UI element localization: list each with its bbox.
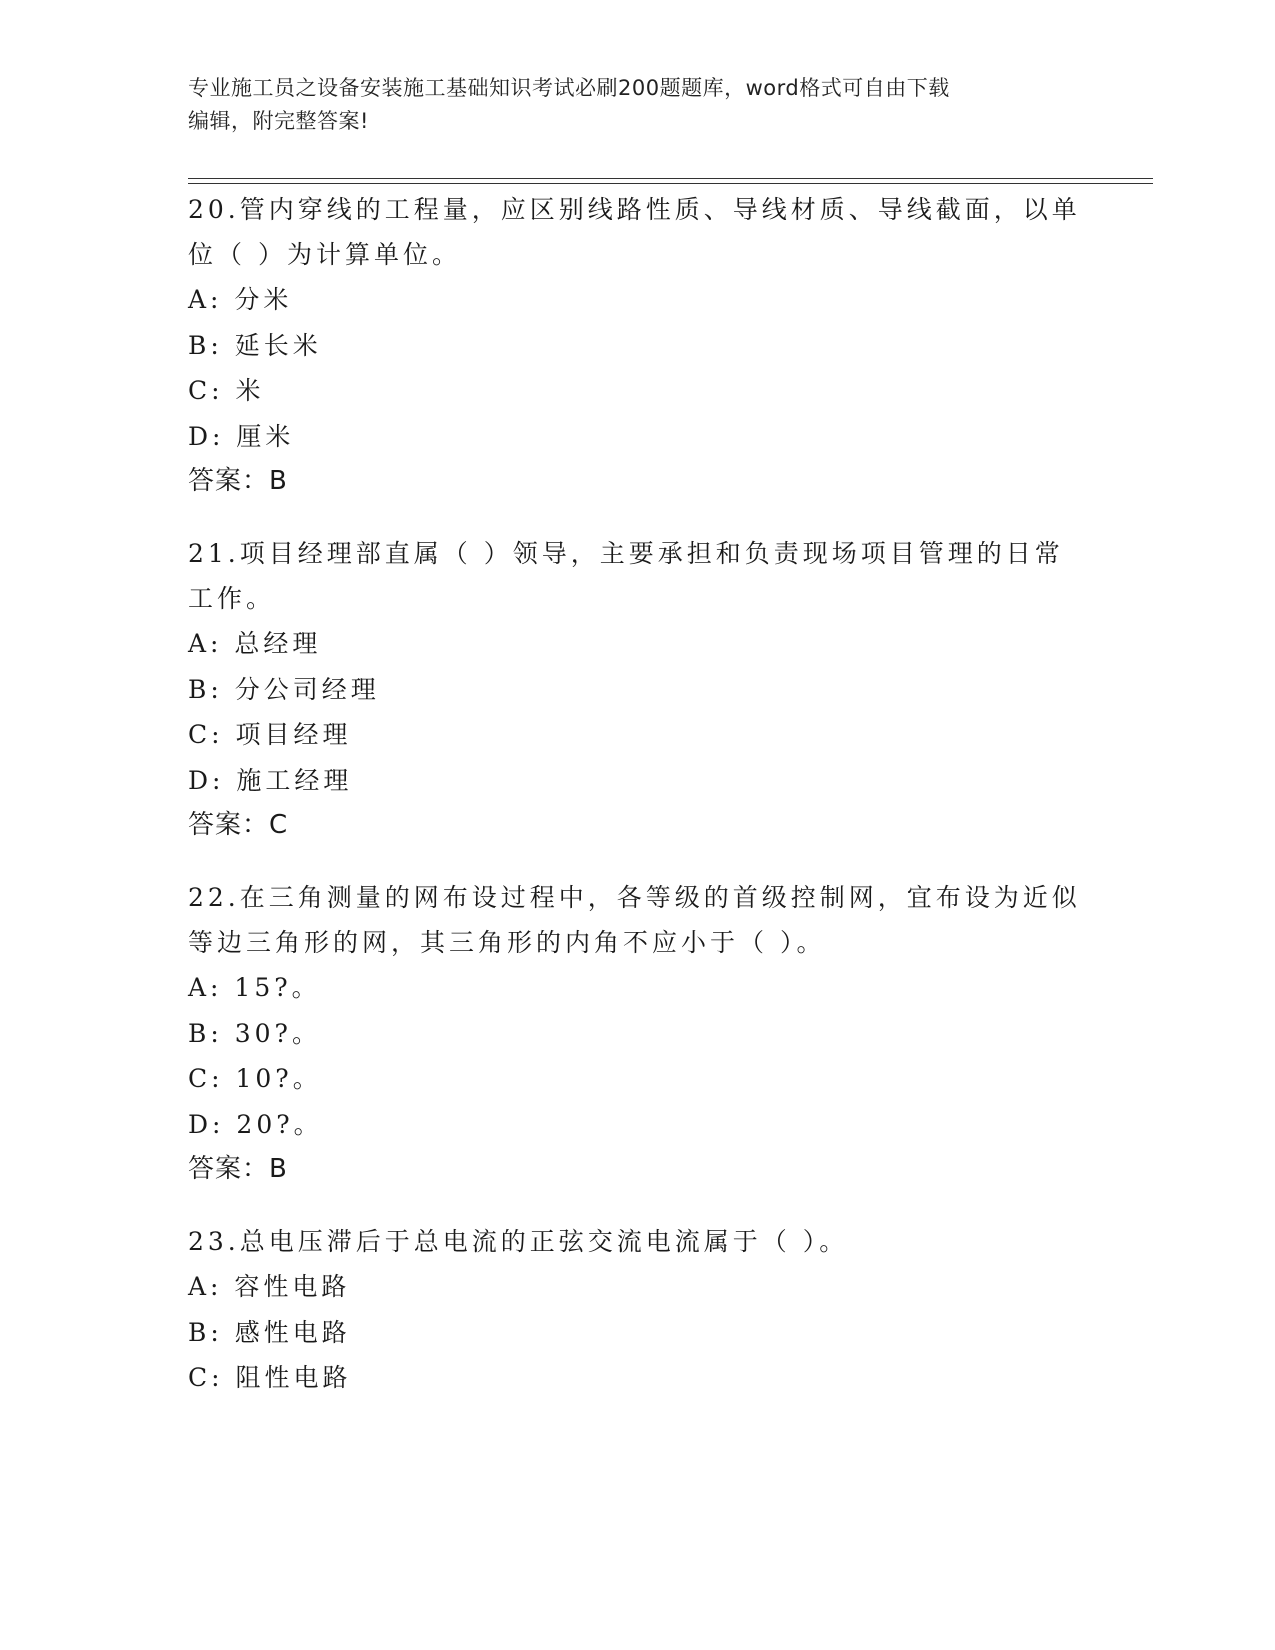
answer-line: 答案：B [188, 1154, 288, 1184]
question-20 [188, 187, 1088, 503]
option-c: C: 阻性电路 [188, 1363, 352, 1392]
question-23 [188, 1219, 1088, 1401]
question-21 [188, 531, 1088, 847]
answer-line: 答案：C [188, 810, 289, 840]
question-22 [188, 875, 1088, 1191]
option-a: A: 容性电路 [188, 1272, 351, 1301]
question-stem-line-2: 工作。 [188, 584, 276, 613]
question-stem-line-1: 20.管内穿线的工程量，应区别线路性质、导线材质、导线截面，以单 [188, 195, 1081, 224]
question-stem-line-2: 位（ ）为计算单位。 [188, 240, 461, 269]
option-b: B: 延长米 [188, 330, 322, 360]
question-stem [188, 531, 1088, 621]
option-c: C: 项目经理 [188, 720, 352, 749]
question-stem-line-2: 等边三角形的网，其三角形的内角不应小于（ ）。 [188, 928, 826, 957]
question-stem [188, 875, 1088, 965]
option-b: B: 感性电路 [188, 1317, 351, 1347]
option-a: A: 总经理 [188, 629, 322, 658]
option-a: A: 15?。 [188, 973, 321, 1002]
question-stem-line-1: 22.在三角测量的网布设过程中，各等级的首级控制网，宜布设为近似 [188, 883, 1081, 912]
question-stem [188, 187, 1088, 277]
option-d: D: 20?。 [188, 1109, 323, 1139]
question-stem-line-1: 21.项目经理部直属（ ）领导，主要承担和负责现场项目管理的日常 [188, 539, 1064, 568]
header-line-1: 专业施工员之设备安装施工基础知识考试必刷200题题库，word格式可自由下载 [188, 76, 950, 100]
header-divider-bottom [188, 183, 1153, 184]
answer-line: 答案：B [188, 466, 288, 496]
document-header [188, 72, 1088, 138]
header-divider-top [188, 178, 1153, 179]
question-stem [188, 1219, 1088, 1264]
option-d: D: 施工经理 [188, 765, 353, 795]
option-c: C: 10?。 [188, 1064, 322, 1093]
option-b: B: 分公司经理 [188, 674, 380, 704]
header-line-2: 编辑，附完整答案! [188, 109, 369, 133]
option-c: C: 米 [188, 376, 265, 405]
option-b: B: 30?。 [188, 1018, 321, 1048]
option-d: D: 厘米 [188, 421, 295, 451]
question-stem-line-1: 23.总电压滞后于总电流的正弦交流电流属于（ ）。 [188, 1227, 849, 1256]
question-list [188, 187, 1088, 1429]
option-a: A: 分米 [188, 285, 293, 314]
